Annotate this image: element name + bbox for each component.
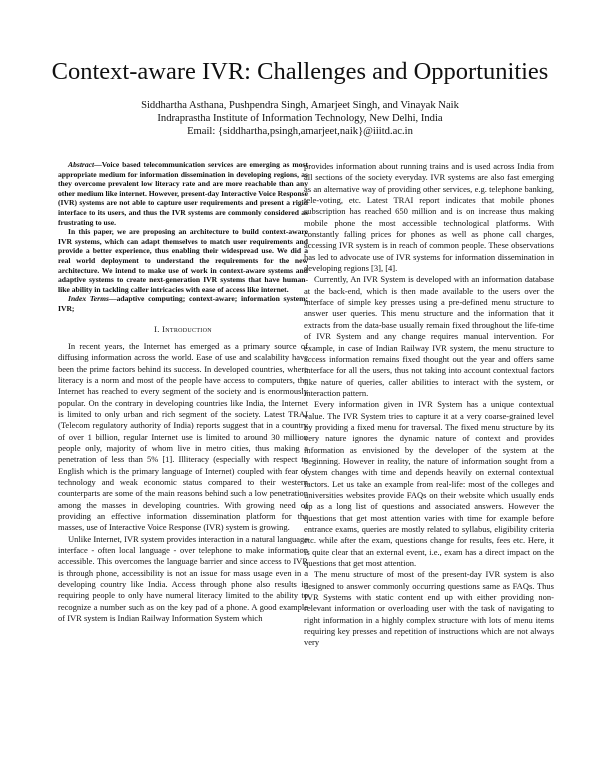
left-column <box>58 160 308 624</box>
intro-paragraph-4: Currently, An IVR System is developed with an information database at the back-end, which is then made available to the users over the interface of simple key presses using a pre-defined menu structure to answer user queries. This menu structure and the information that it extracts from the data-base usually remain fixed throughout the life-time of IVR System and any change requires manual intervention. For example, in case of Indian Railway IVR system, the menu structure to access information remains fixed thought out the year and offers same interface for all the users, thus not taking into account contextual factors like nature of queries, caller abilities to interact with the system, or interaction pattern. <box>304 274 554 398</box>
paper-title: Context-aware IVR: Challenges and Opportunities <box>51 58 549 85</box>
section-title: Introduction <box>162 323 212 334</box>
intro-paragraph-5: Every information given in IVR System has a unique contextual value. The IVR System tries to capture it at a very coarse-grained level by providing a fixed menu for traversal. The fixed menu structure by its very nature ignores the dynamic nature of context and provides information as envisioned by the developer of the system at the beginning. However in reality, the nature of information sought from a system changes with time and depends heavily on external contextual factors. Let us take an example from real-life: most of the colleges and universities websites provide FAQs on their website which usually ends up as a long list of questions and associated answers. However the questions that get most attention varies with time for example before entrance exams, queries are mostly related to syllabus, eligibility criteria etc. while after the exam, questions change for results, fees etc. Here, it is quite clear that an external event, i.e., exam has a direct impact on the questions that get most attention. <box>304 399 554 569</box>
intro-paragraph-1: In recent years, the Internet has emerged as a primary source of diffusing information across the world. Ease of use and scalability have been the prime factors behind its success. In developed countries, where literacy is a norm and most of the people have access to computers, the Internet has reached to every segment of the society and is enormously popular. On the contrary in developing countries like India, the Internet is limited to only urban and rich segment of the society. Latest TRAI (Telecom regulatory authority of India) reports suggest that in a country of over 1 billion, regular Internet use is limited to around 30 million people only, majority of whom live in metro cities, thus making a penetration of less than 5% [1]. Illiteracy (especially with respect to English which is the primary language of Internet) coupled with fear of technology and weak economic status compared to their western counterparts are some of the main reasons behind such a low penetration among the masses in developing countries. With growing need of providing an effective information dissemination platform for the masses, use of Interactive Voice Response (IVR) system is growing. <box>58 340 308 533</box>
section-numeral: I. <box>154 323 160 334</box>
index-terms-text: adaptive computing; context-aware; information system; IVR; <box>58 294 308 313</box>
abstract-text-1: Voice based telecommunication services are emerging as most appropriate medium for information dissemination in developing regions, as they overcome prevalent low literacy rate and are more reachable than any other medium like internet. However, present-day Interactive Voice Response (IVR) systems are not able to capture user requirements and present a rigid interface to its users, and thus the IVR systems are commonly considered as frustrating to use. <box>58 160 308 227</box>
index-terms-label: Index Terms <box>68 294 109 304</box>
author-names: Siddhartha Asthana, Pushpendra Singh, Amarjeet Singh, and Vinayak Naik <box>141 100 459 111</box>
intro-paragraph-6: The menu structure of most of the present-day IVR system is also designed to answer commonly occurring questions same as FAQs. Thus IVR Systems with static content end up with either providing non-relevant information or overloading user with the task of navigating to right information in a highly complex structure with lots of menu items requiring key presses and repetition of instructions which are not always very <box>304 569 554 648</box>
right-column <box>304 161 554 649</box>
author-email: Email: {siddhartha,psingh,amarjeet,naik}@iiitd.ac.in <box>187 126 413 137</box>
section-heading-introduction <box>58 324 308 335</box>
abstract-paragraph-1: Abstract—Voice based telecommunication services are emerging as most appropriate medium for information dissemination in developing regions, as they overcome prevalent low literacy rate and are more reachable than any other medium like internet. However, present-day Interactive Voice Response (IVR) systems are not able to capture user requirements and present a rigid interface to its users, and thus the IVR systems are commonly considered as frustrating to use. <box>58 160 308 227</box>
intro-paragraph-3: provides information about running trains and is used across India from all sections of the society everyday. IVR systems are also fast emerging as an alternative way of providing other services, e.g. telephone banking, tele-voting, etc. Latest TRAI report indicates that mobile phones subscription has reached 650 million and is on increase thus making mobile phone the most accessible technological platforms. With constantly falling prices for phones as well as phone call charges, accessing IVR system is in reach of common people. These observations has led to advocate use of IVR systems for information dissemination in developing regions [3], [4]. <box>304 161 554 274</box>
abstract <box>58 160 308 314</box>
index-terms: Index Terms—adaptive computing; context-aware; information system; IVR; <box>58 294 308 313</box>
author-affiliation: Indraprastha Institute of Information Technology, New Delhi, India <box>157 113 443 124</box>
abstract-label: Abstract <box>68 160 95 169</box>
author-block <box>0 99 600 138</box>
intro-paragraph-2: Unlike Internet, IVR system provides interaction in a natural language interface - often local language - over telephone to make information accessible. This overcomes the language barrier and since access to IVR is through phone, accessibility is not an issue for mass usage even in a developing country like India. Access through phone also results in requiring people to only have numeral literacy limited to the ability to recognize a number such as on the key pad of a phone. A good example of IVR system is Indian Railway Information System which <box>58 533 308 624</box>
abstract-paragraph-2: In this paper, we are proposing an architecture to build context-aware IVR systems, which can adapt themselves to match user requirements and provide a better experience, thus enabling their widespread use. We did a real world deployment to understand the requirements for the new architecture. We intend to make use of work in context-aware systems and adaptive systems to create next-generation IVR systems that have human-like ability in tackling caller intricacies with ease of access like internet. <box>58 227 308 294</box>
